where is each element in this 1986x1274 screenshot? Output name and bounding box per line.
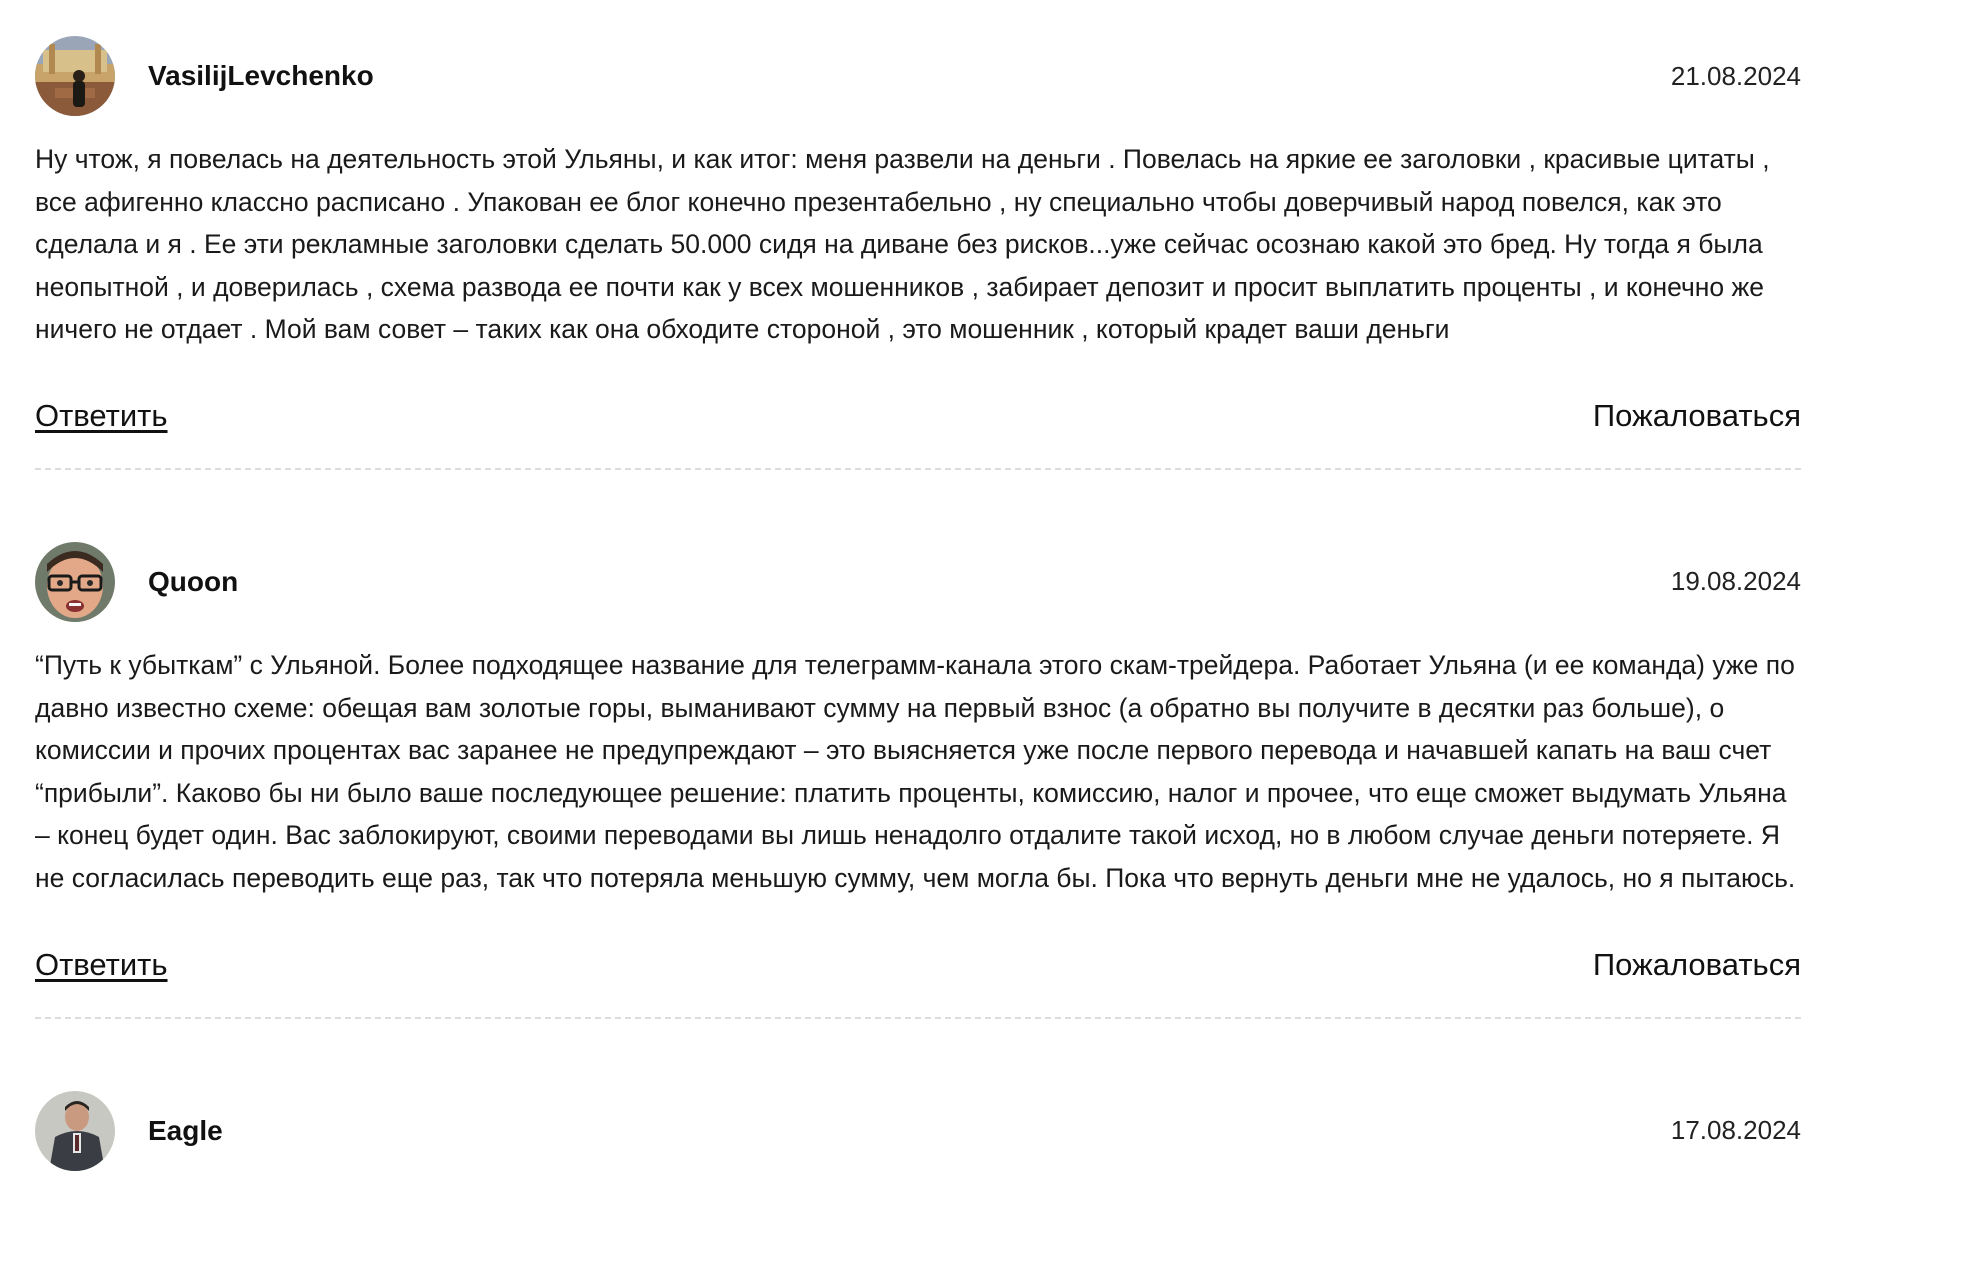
comment-item [35, 36, 1801, 470]
comment-item [35, 542, 1801, 1019]
comment-header [35, 36, 1801, 116]
comment-header [35, 542, 1801, 622]
comment-author[interactable]: VasilijLevchenko [148, 60, 374, 91]
comment-text: Ну чтож, я повелась на деятельность этой Ульяны, и как итог: меня развели на деньги . Повелась на яркие ее заголовки , красивые цитаты , все афигенно классно расписано . Упакован ее блог конечно презентабельно , ну специально чтобы доверчивый народ повелся, как это сделала и я . Ее эти рекламные заголовки сделать 50.000 сидя на диване без рисков...уже сейчас осознаю какой это бред. Ну тогда я была неопытной , и доверилась , схема развода ее почти как у всех мошенников , забирает депозит и просит выплатить проценты , и конечно же ничего не отдает . Мой вам совет – таких как она обходите стороной , это мошенник , который крадет ваши деньги [35, 144, 1770, 345]
report-button[interactable]: Пожаловаться [1592, 946, 1801, 982]
comment-date: 19.08.2024 [1670, 566, 1801, 597]
reply-button[interactable]: Ответить [35, 397, 168, 433]
avatar-photo-icon [35, 1091, 115, 1171]
comment-date: 17.08.2024 [1670, 1115, 1801, 1146]
avatar[interactable] [35, 542, 115, 622]
avatar-photo-icon [35, 542, 115, 622]
avatar-photo-icon [35, 36, 115, 116]
comment-item [35, 1091, 1801, 1171]
comment-text: “Путь к убыткам” с Ульяной. Более подходящее название для телеграмм-канала этого скам-трейдера. Работает Ульяна (и ее команда) уже по давно известно схеме: обещая вам золотые горы, выманивают сумму на первый взнос (а обратно вы получите в десятки раз больше), о комиссии и прочих процентах вас заранее не предупреждают – это выясняется уже после первого перевода и начавшей капать на ваш счет “прибыли”. Каково бы ни было ваше последующее решение: платить проценты, комиссию, налог и прочее, что еще сможет выдумать Ульяна – конец будет один. Вас заблокируют, своими переводами вы лишь ненадолго отдалите такой исход, но в любом случае деньги потеряете. Я не согласилась переводить еще раз, так что потеряла меньшую сумму, чем могла бы. Пока что вернуть деньги мне не удалось, но я пытаюсь. [35, 649, 1796, 893]
comment-author[interactable]: Eagle [148, 1114, 223, 1146]
avatar[interactable] [35, 36, 115, 116]
comment-actions [35, 947, 1801, 1017]
comments-list [35, 0, 1801, 1171]
reply-button[interactable]: Ответить [35, 946, 168, 982]
comment-author[interactable]: Quoon [148, 565, 239, 597]
comment-date: 21.08.2024 [1670, 60, 1801, 91]
comment-actions [35, 398, 1801, 468]
avatar[interactable] [35, 1091, 115, 1171]
report-button[interactable]: Пожаловаться [1592, 397, 1801, 433]
comment-header [35, 1091, 1801, 1171]
